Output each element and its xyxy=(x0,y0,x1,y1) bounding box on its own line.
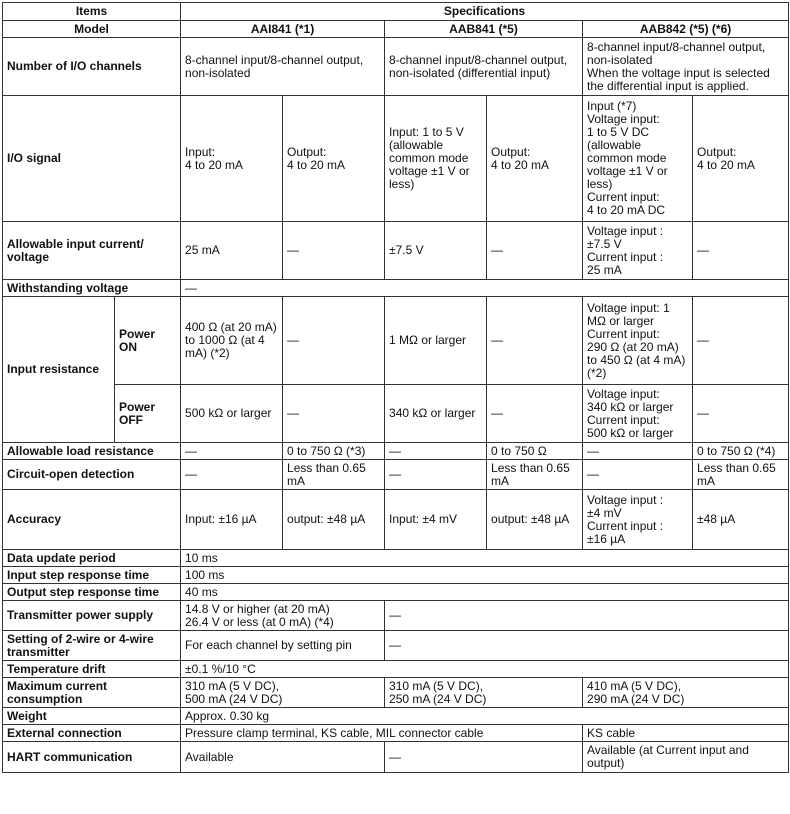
input-res-on-aai841-input: 400 Ω (at 20 mA) to 1000 Ω (at 4 mA) (*2) xyxy=(181,297,283,385)
max-current-aab841: 310 mA (5 V DC), 250 mA (24 V DC) xyxy=(385,678,583,708)
ext-conn-aab842: KS cable xyxy=(583,725,789,742)
specifications-table xyxy=(2,2,789,773)
data-update-label: Data update period xyxy=(3,550,181,567)
circuit-open-aai841-input: — xyxy=(181,460,283,490)
load-res-aai841-input: — xyxy=(181,443,283,460)
circuit-open-label: Circuit-open detection xyxy=(3,460,181,490)
allow-input-aai841-output: — xyxy=(283,222,385,280)
hart-aai841: Available xyxy=(181,742,385,773)
allow-input-aab841-output: — xyxy=(487,222,583,280)
allow-input-aab842-input: Voltage input : ±7.5 V Current input : 25 mA xyxy=(583,222,693,280)
load-res-aab841-output: 0 to 750 Ω xyxy=(487,443,583,460)
weight-value: Approx. 0.30 kg xyxy=(181,708,789,725)
header-specifications: Specifications xyxy=(181,3,789,21)
max-current-aab842: 410 mA (5 V DC), 290 mA (24 V DC) xyxy=(583,678,789,708)
withstanding-value: — xyxy=(181,280,789,297)
load-res-aai841-output: 0 to 750 Ω (*3) xyxy=(283,443,385,460)
circuit-open-aai841-output: Less than 0.65 mA xyxy=(283,460,385,490)
output-step-value: 40 ms xyxy=(181,584,789,601)
row-io-signal xyxy=(3,96,789,222)
model-label: Model xyxy=(3,21,181,38)
row-circuit-open-detection xyxy=(3,460,789,490)
power-on-label: Power ON xyxy=(115,297,181,385)
data-update-value: 10 ms xyxy=(181,550,789,567)
row-hart-communication xyxy=(3,742,789,773)
row-number-of-io-channels xyxy=(3,38,789,96)
input-res-off-aab841-output: — xyxy=(487,385,583,443)
row-data-update-period xyxy=(3,550,789,567)
load-res-aab841-input: — xyxy=(385,443,487,460)
io-signal-aab841-input: Input: 1 to 5 V (allowable common mode voltage ±1 V or less) xyxy=(385,96,487,222)
row-input-resistance-on xyxy=(3,297,789,385)
io-signal-aai841-output: Output: 4 to 20 mA xyxy=(283,96,385,222)
accuracy-aab841-output: output: ±48 µA xyxy=(487,490,583,550)
weight-label: Weight xyxy=(3,708,181,725)
temp-drift-value: ±0.1 %/10 °C xyxy=(181,661,789,678)
load-res-aab842-output: 0 to 750 Ω (*4) xyxy=(693,443,789,460)
input-res-on-aai841-output: — xyxy=(283,297,385,385)
wire-setting-other: — xyxy=(385,631,789,661)
input-res-off-aab841-input: 340 kΩ or larger xyxy=(385,385,487,443)
header-row xyxy=(3,3,789,21)
row-allowable-input xyxy=(3,222,789,280)
row-max-current-consumption xyxy=(3,678,789,708)
hart-aab842: Available (at Current input and output) xyxy=(583,742,789,773)
tx-power-aai841: 14.8 V or higher (at 20 mA) 26.4 V or less (at 0 mA) (*4) xyxy=(181,601,385,631)
io-signal-aab842-input: Input (*7) Voltage input: 1 to 5 V DC (allowable common mode voltage ±1 V or less) Current input: 4 to 20 mA DC xyxy=(583,96,693,222)
accuracy-aab841-input: Input: ±4 mV xyxy=(385,490,487,550)
row-accuracy xyxy=(3,490,789,550)
wire-setting-aai841: For each channel by setting pin xyxy=(181,631,385,661)
ext-conn-label: External connection xyxy=(3,725,181,742)
circuit-open-aab842-output: Less than 0.65 mA xyxy=(693,460,789,490)
io-signal-label: I/O signal xyxy=(3,96,181,222)
hart-label: HART communication xyxy=(3,742,181,773)
row-input-step-response xyxy=(3,567,789,584)
io-signal-aab841-output: Output: 4 to 20 mA xyxy=(487,96,583,222)
input-res-off-aai841-output: — xyxy=(283,385,385,443)
input-res-on-aab841-output: — xyxy=(487,297,583,385)
accuracy-aai841-input: Input: ±16 µA xyxy=(181,490,283,550)
header-items: Items xyxy=(3,3,181,21)
input-res-on-aab842-output: — xyxy=(693,297,789,385)
load-res-label: Allowable load resistance xyxy=(3,443,181,460)
num-io-aai841: 8-channel input/8-channel output, non-isolated xyxy=(181,38,385,96)
allow-input-label: Allowable input current/ voltage xyxy=(3,222,181,280)
wire-setting-label: Setting of 2-wire or 4-wire transmitter xyxy=(3,631,181,661)
temp-drift-label: Temperature drift xyxy=(3,661,181,678)
input-res-off-aab842-input: Voltage input: 340 kΩ or larger Current input: 500 kΩ or larger xyxy=(583,385,693,443)
tx-power-label: Transmitter power supply xyxy=(3,601,181,631)
num-io-aab842: 8-channel input/8-channel output, non-isolated When the voltage input is selected the differential input is applied. xyxy=(583,38,789,96)
allow-input-aab841-input: ±7.5 V xyxy=(385,222,487,280)
accuracy-aab842-input: Voltage input : ±4 mV Current input : ±16 µA xyxy=(583,490,693,550)
model-aab842: AAB842 (*5) (*6) xyxy=(583,21,789,38)
row-model xyxy=(3,21,789,38)
allow-input-aai841-input: 25 mA xyxy=(181,222,283,280)
row-external-connection xyxy=(3,725,789,742)
input-res-off-aai841-input: 500 kΩ or larger xyxy=(181,385,283,443)
input-res-off-aab842-output: — xyxy=(693,385,789,443)
row-wire-setting xyxy=(3,631,789,661)
row-allowable-load-resistance xyxy=(3,443,789,460)
row-output-step-response xyxy=(3,584,789,601)
input-res-on-aab841-input: 1 MΩ or larger xyxy=(385,297,487,385)
withstanding-label: Withstanding voltage xyxy=(3,280,181,297)
row-weight xyxy=(3,708,789,725)
model-aab841: AAB841 (*5) xyxy=(385,21,583,38)
ext-conn-aai-aab841: Pressure clamp terminal, KS cable, MIL connector cable xyxy=(181,725,583,742)
output-step-label: Output step response time xyxy=(3,584,181,601)
num-io-aab841: 8-channel input/8-channel output, non-isolated (differential input) xyxy=(385,38,583,96)
row-temperature-drift xyxy=(3,661,789,678)
max-current-label: Maximum current consumption xyxy=(3,678,181,708)
row-withstanding-voltage xyxy=(3,280,789,297)
power-off-label: Power OFF xyxy=(115,385,181,443)
input-step-label: Input step response time xyxy=(3,567,181,584)
io-signal-aab842-output: Output: 4 to 20 mA xyxy=(693,96,789,222)
allow-input-aab842-output: — xyxy=(693,222,789,280)
max-current-aai841: 310 mA (5 V DC), 500 mA (24 V DC) xyxy=(181,678,385,708)
io-signal-aai841-input: Input: 4 to 20 mA xyxy=(181,96,283,222)
row-transmitter-power-supply xyxy=(3,601,789,631)
num-io-label: Number of I/O channels xyxy=(3,38,181,96)
accuracy-label: Accuracy xyxy=(3,490,181,550)
circuit-open-aab842-input: — xyxy=(583,460,693,490)
input-step-value: 100 ms xyxy=(181,567,789,584)
load-res-aab842-input: — xyxy=(583,443,693,460)
accuracy-aai841-output: output: ±48 µA xyxy=(283,490,385,550)
input-res-label: Input resistance xyxy=(3,297,115,443)
tx-power-other: — xyxy=(385,601,789,631)
circuit-open-aab841-input: — xyxy=(385,460,487,490)
circuit-open-aab841-output: Less than 0.65 mA xyxy=(487,460,583,490)
hart-aab841: — xyxy=(385,742,583,773)
accuracy-aab842-output: ±48 µA xyxy=(693,490,789,550)
model-aai841: AAI841 (*1) xyxy=(181,21,385,38)
input-res-on-aab842-input: Voltage input: 1 MΩ or larger Current input: 290 Ω (at 20 mA) to 450 Ω (at 4 mA) (*2) xyxy=(583,297,693,385)
row-input-resistance-off xyxy=(3,385,789,443)
